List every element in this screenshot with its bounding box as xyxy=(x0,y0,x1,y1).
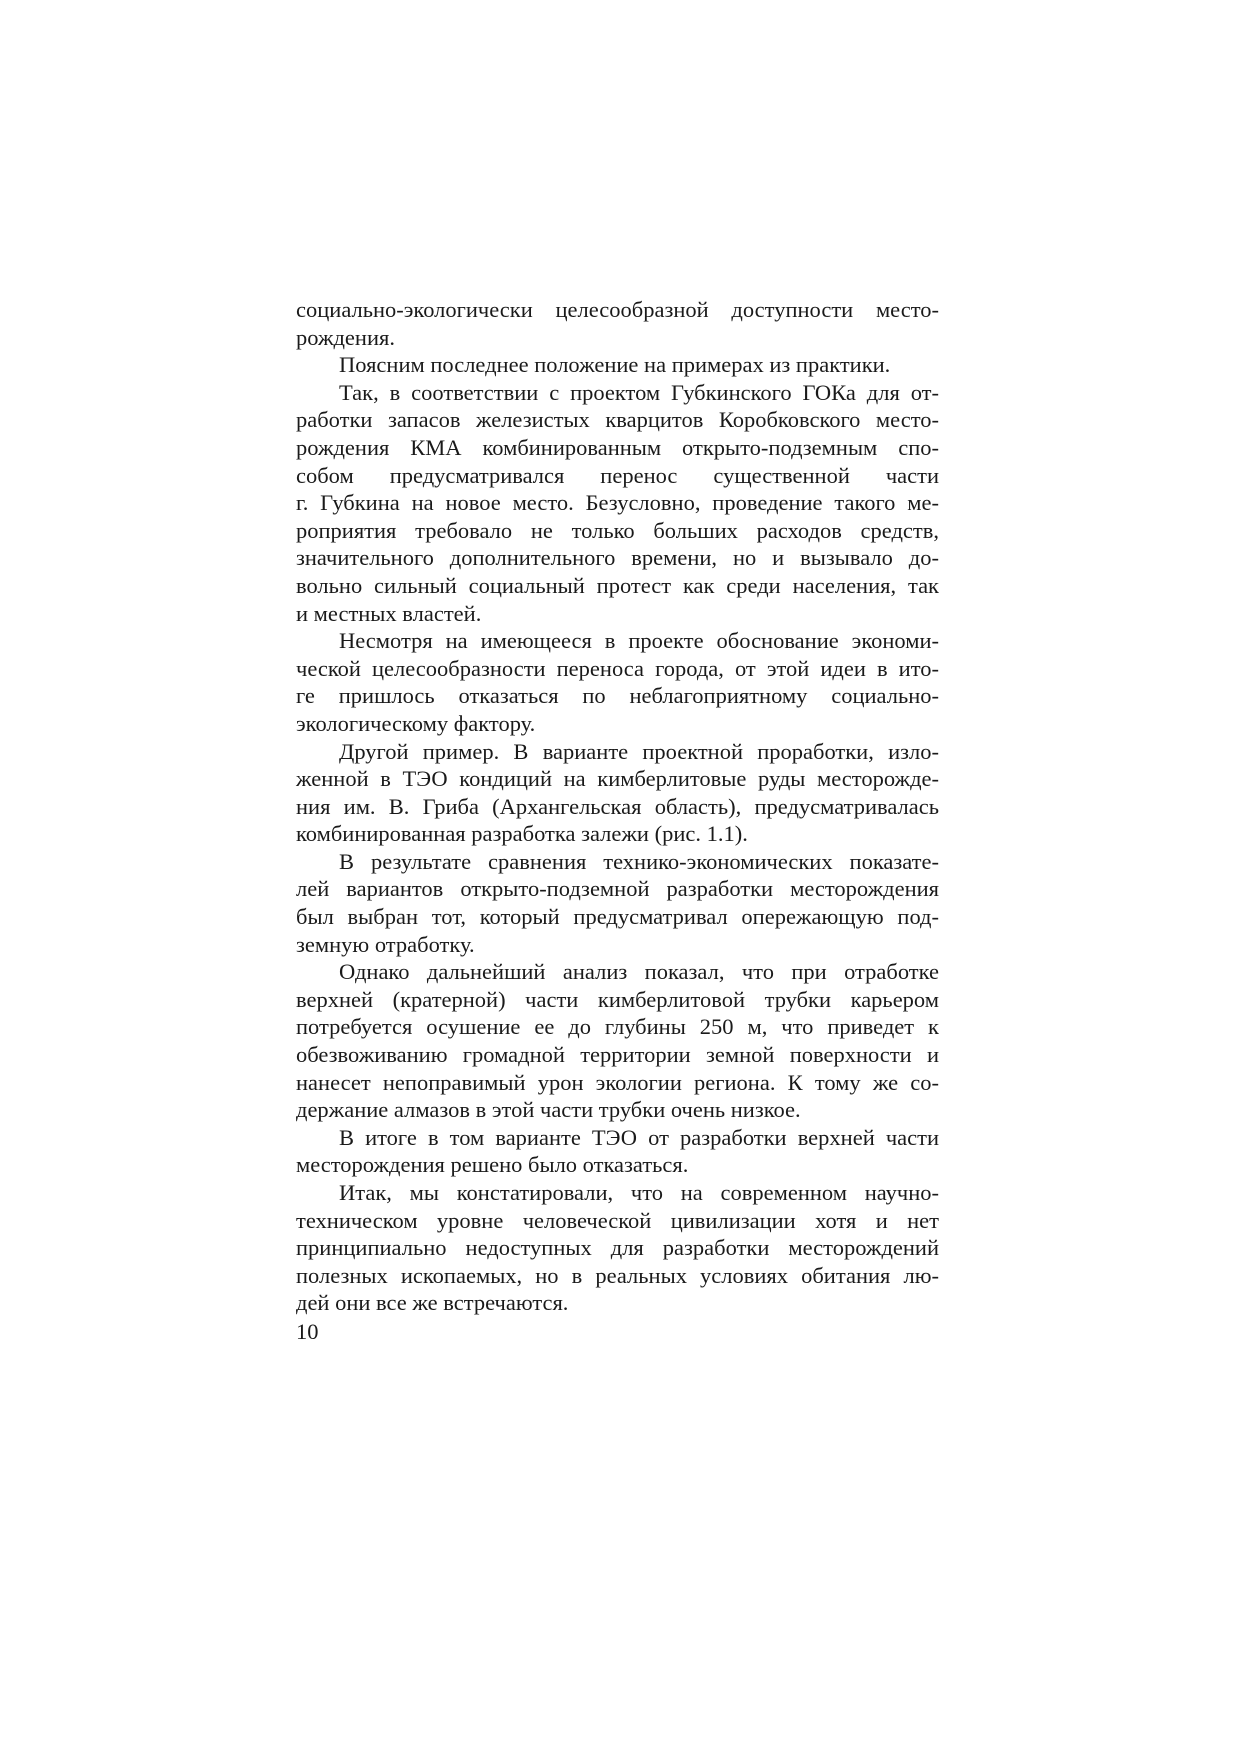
paragraph xyxy=(296,351,939,379)
text-line: Итак, мы констатировали, что на современном научно- xyxy=(339,1180,939,1205)
text-line: рождения КМА комбинированным открыто-подземным спо- xyxy=(296,434,939,460)
text-line: техническом уровне человеческой цивилизации хотя и нет xyxy=(296,1207,939,1233)
paragraph xyxy=(296,1124,939,1179)
text-line: земную отработку. xyxy=(296,931,475,957)
paragraph xyxy=(296,738,939,848)
text-line: Однако дальнейший анализ показал, что при отработке xyxy=(339,959,939,985)
paragraph xyxy=(296,627,939,737)
page-number: 10 xyxy=(296,1319,319,1344)
body-text xyxy=(296,296,939,1317)
text-line: ния им. В. Гриба (Архангельская область), предусматривалась xyxy=(296,793,939,819)
text-line: социально-экологически целесообразной доступности место- xyxy=(296,297,939,322)
text-line: лей вариантов открыто-подземной разработки месторождения xyxy=(296,876,939,902)
text-line: держание алмазов в этой части трубки очень низкое. xyxy=(296,1097,801,1123)
text-line: В итоге в том варианте ТЭО от разработки верхней части xyxy=(339,1124,939,1150)
text-line: женной в ТЭО кондиций на кимберлитовые руды месторожде- xyxy=(296,766,939,792)
text-line: и местных властей. xyxy=(296,600,482,626)
text-line: экологическому фактору. xyxy=(296,710,536,736)
text-line: ческой целесообразности переноса города, от этой идеи в ито- xyxy=(296,655,939,681)
text-line: принципиально недоступных для разработки месторождений xyxy=(296,1235,939,1261)
text-line: нанесет непоправимый урон экологии региона. К тому же со- xyxy=(296,1069,939,1095)
text-line: Другой пример. В варианте проектной проработки, изло- xyxy=(339,738,939,764)
text-line: г. Губкина на новое место. Безусловно, проведение такого ме- xyxy=(296,490,939,516)
text-line: полезных ископаемых, но в реальных условиях обитания лю- xyxy=(296,1262,939,1288)
paragraph xyxy=(296,1179,939,1317)
text-line: ге пришлось отказаться по неблагоприятному социально- xyxy=(296,683,939,709)
text-line: потребуется осушение ее до глубины 250 м, что приведет к xyxy=(296,1014,939,1040)
text-line: В результате сравнения технико-экономических показате- xyxy=(339,848,939,874)
paragraph xyxy=(296,958,939,1124)
text-line: верхней (кратерной) части кимберлитовой трубки карьером xyxy=(296,986,939,1012)
text-line: собом предусматривался перенос существенной части xyxy=(296,462,939,488)
text-line: рождения. xyxy=(296,324,395,350)
text-line: месторождения решено было отказаться. xyxy=(296,1152,689,1178)
text-line: Так, в соответствии с проектом Губкинского ГОКа для от- xyxy=(339,379,939,405)
paragraph xyxy=(296,848,939,958)
text-line: обезвоживанию громадной территории земной поверхности и xyxy=(296,1042,939,1068)
text-line: был выбран тот, который предусматривал опережающую под- xyxy=(296,904,939,930)
text-line: Поясним последнее положение на примерах из практики. xyxy=(339,352,891,378)
paragraph xyxy=(296,379,939,627)
text-line: дей они все же встречаются. xyxy=(296,1290,569,1316)
text-line: Несмотря на имеющееся в проекте обоснование экономи- xyxy=(339,628,939,654)
paragraph xyxy=(296,296,939,351)
text-line: работки запасов железистых кварцитов Коробковского место- xyxy=(296,407,939,433)
text-line: значительного дополнительного времени, но и вызывало до- xyxy=(296,545,939,571)
text-line: роприятия требовало не только больших расходов средств, xyxy=(296,517,939,543)
text-line: комбинированная разработка залежи (рис. 1.1). xyxy=(296,821,748,847)
text-line: вольно сильный социальный протест как среди населения, так xyxy=(296,572,939,598)
